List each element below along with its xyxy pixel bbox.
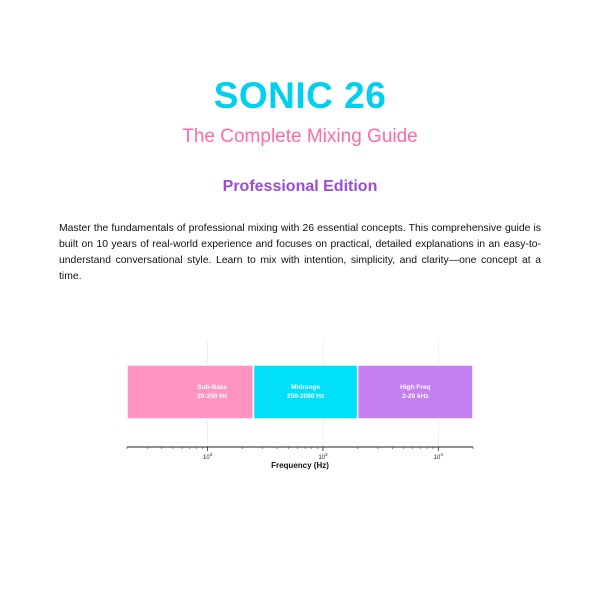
page-title: SONIC 26: [213, 75, 387, 116]
x-axis-label: Frequency (Hz): [271, 461, 329, 470]
x-tick-label: $10^4$: [433, 452, 443, 461]
chart-bands: [127, 365, 473, 419]
band-bar: [358, 365, 473, 419]
band-name-label: High Freq: [400, 384, 431, 391]
band-name-label: Sub-Bass: [197, 384, 228, 391]
band-bar: [127, 365, 254, 419]
band-range-label: 20-250 Hz: [197, 393, 228, 400]
intro-paragraph: Master the fundamentals of professional mixing with 26 essential concepts. This comprehensive guide is built on 10 years of real-world experience and focuses on practical, detailed explanations in an easy-to-understand conversational style. Learn to mix with intention, simplicity, and clarity—one concept at a time.: [59, 223, 541, 282]
page-subtitle: The Complete Mixing Guide: [182, 126, 418, 147]
chart-x-axis: [127, 447, 473, 461]
x-tick-label: $10^2$: [203, 452, 213, 461]
band-bar: [254, 365, 358, 419]
band-name-label: Midrange: [291, 384, 321, 391]
band-range-label: 2-20 kHz: [402, 393, 429, 400]
edition-label: Professional Edition: [222, 178, 378, 195]
band-range-label: 250-2000 Hz: [286, 393, 325, 400]
x-tick-label: $10^3$: [318, 452, 328, 461]
